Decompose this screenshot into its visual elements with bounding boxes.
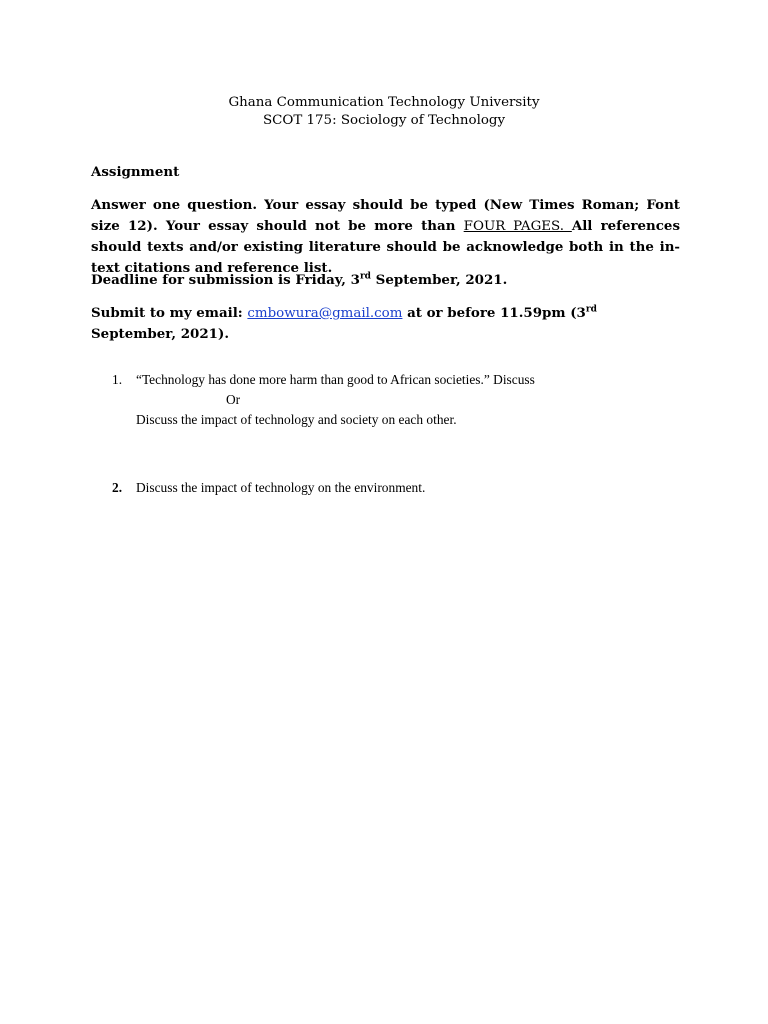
assignment-instructions xyxy=(91,195,680,279)
question-1-alternative: Discuss the impact of technology and society on each other. xyxy=(136,412,457,427)
submit-suffix: September, 2021). xyxy=(91,326,229,342)
submit-ordinal: rd xyxy=(585,304,597,315)
submit-middle: at or before 11.59pm (3 xyxy=(402,305,586,321)
deadline-ordinal: rd xyxy=(359,271,371,282)
question-1-number: 1. xyxy=(112,372,123,387)
instructions-text-2: All references should texts and/or existing literature should be acknowledge both in the in-text citations and reference list. xyxy=(91,218,680,276)
assignment-heading: Assignment xyxy=(91,164,180,180)
question-2-text: Discuss the impact of technology on the environment. xyxy=(136,480,426,495)
question-2-number: 2. xyxy=(112,480,123,495)
submit-prefix: Submit to my email: xyxy=(91,305,248,321)
deadline-suffix: September, 2021. xyxy=(370,272,508,288)
page-limit-emphasis: FOUR PAGES. xyxy=(463,219,572,234)
course-title: SCOT 175: Sociology of Technology xyxy=(262,113,506,128)
email-link[interactable]: cmbowura@gmail.com xyxy=(247,306,403,321)
instructions-text-1: Answer one question. Your essay should be typed (New Times Roman; Font size 12). Your essay should not be more than xyxy=(91,197,680,234)
submission-line xyxy=(91,303,680,345)
question-1-or: Or xyxy=(226,392,241,407)
question-1-text: “Technology has done more harm than good to African societies.” Discuss xyxy=(136,372,535,387)
deadline-prefix: Deadline for submission is Friday, 3 xyxy=(91,272,360,288)
deadline-line xyxy=(91,270,680,291)
university-name: Ghana Communication Technology University xyxy=(228,95,540,110)
